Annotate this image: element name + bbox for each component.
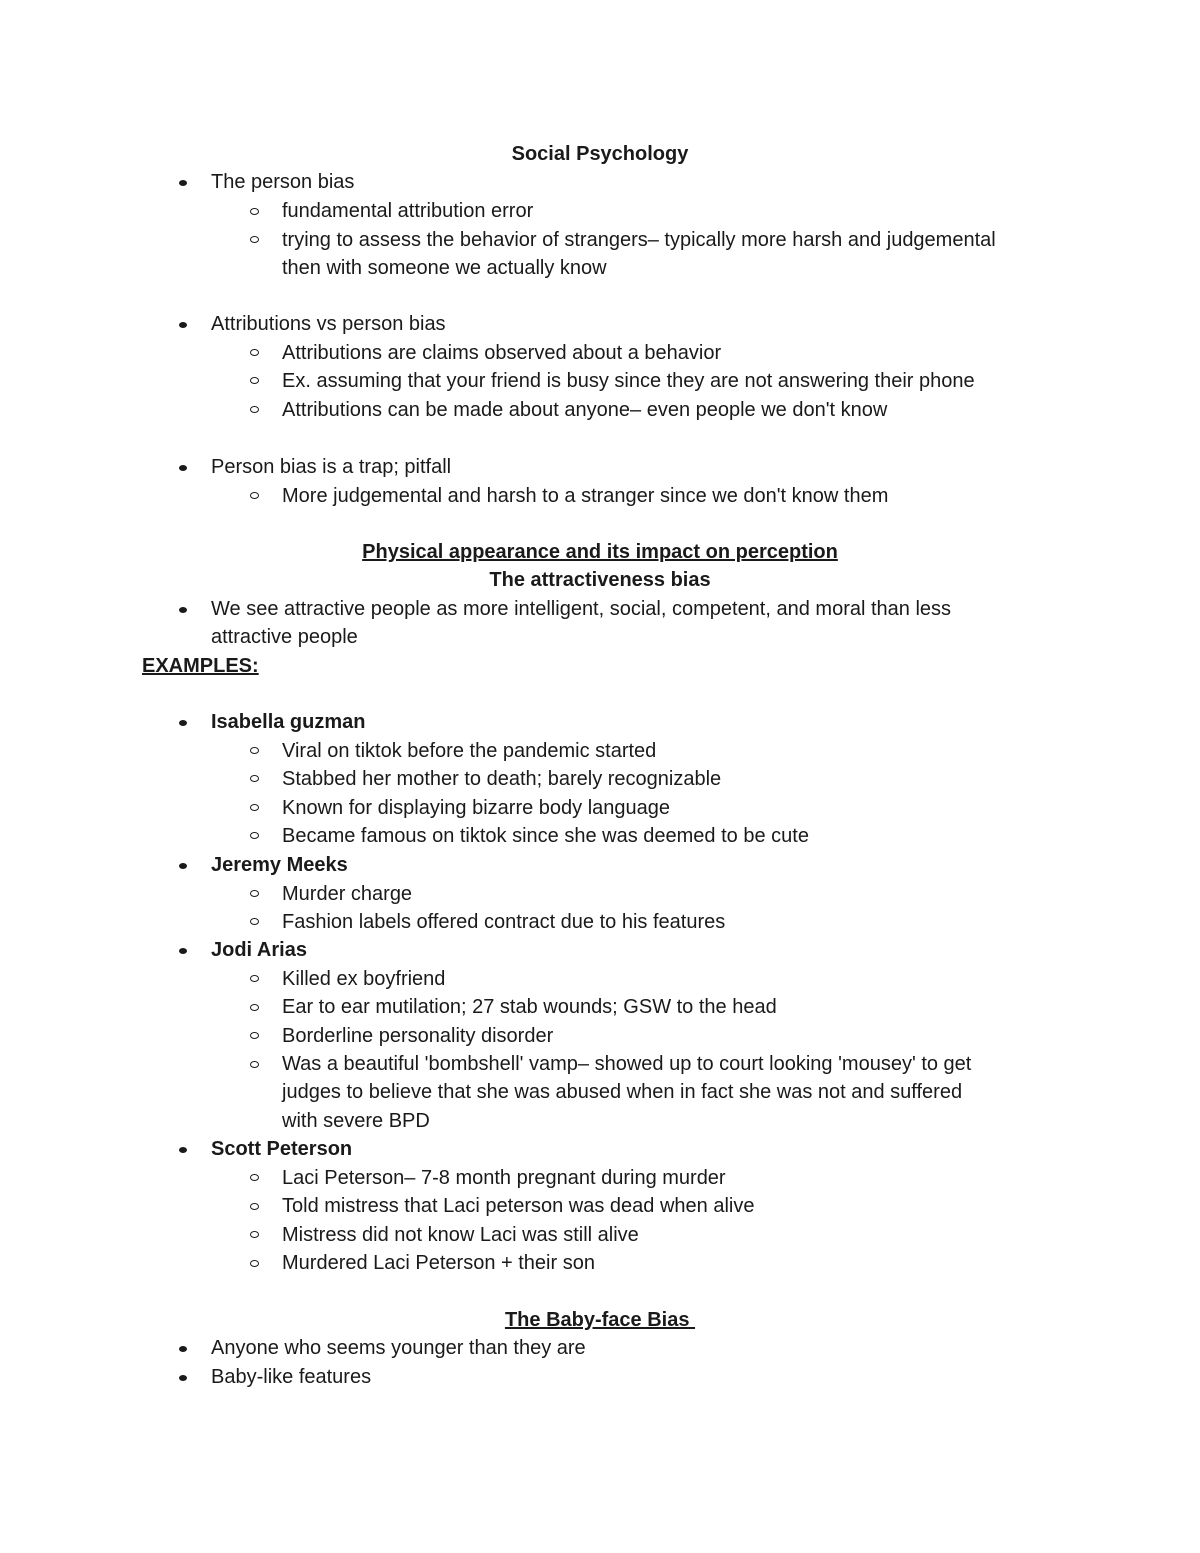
example-name: Isabella guzman: [211, 711, 366, 733]
list-item: Anyone who seems younger than they are: [211, 1337, 586, 1359]
circle-bullet-icon: [250, 918, 259, 925]
list-item: Became famous on tiktok since she was deemed to be cute: [282, 825, 809, 847]
circle-bullet-icon: [250, 1061, 259, 1068]
examples-label: EXAMPLES:: [142, 655, 259, 677]
list-item: Killed ex boyfriend: [282, 968, 446, 990]
circle-bullet-icon: [250, 747, 259, 754]
list-item: Attributions vs person bias: [211, 313, 446, 335]
list-item-continuation: with severe BPD: [282, 1110, 430, 1132]
circle-bullet-icon: [250, 1231, 259, 1238]
example-name: Scott Peterson: [211, 1138, 353, 1160]
list-item: Person bias is a trap; pitfall: [211, 456, 452, 478]
list-item: Viral on tiktok before the pandemic started: [282, 740, 657, 762]
circle-bullet-icon: [250, 1004, 259, 1011]
list-item: Attributions are claims observed about a behavior: [282, 342, 722, 364]
list-item: Known for displaying bizarre body language: [282, 797, 671, 819]
section-subheading: The attractiveness bias: [489, 569, 711, 591]
page-title: Social Psychology: [511, 143, 689, 165]
circle-bullet-icon: [250, 804, 259, 811]
circle-bullet-icon: [250, 406, 259, 413]
list-item: Fashion labels offered contract due to his features: [282, 911, 726, 933]
list-item: fundamental attribution error: [282, 200, 534, 222]
list-item: Ear to ear mutilation; 27 stab wounds; GSW to the head: [282, 996, 777, 1018]
circle-bullet-icon: [250, 377, 259, 384]
list-item: Attributions can be made about anyone– even people we don't know: [282, 399, 888, 421]
circle-bullet-icon: [250, 832, 259, 839]
bullet-icon: [179, 607, 187, 613]
list-item: Told mistress that Laci peterson was dead when alive: [282, 1195, 755, 1217]
example-name: Jeremy Meeks: [211, 854, 348, 876]
circle-bullet-icon: [250, 975, 259, 982]
example-name: Jodi Arias: [211, 939, 307, 961]
list-item-continuation: judges to believe that she was abused when in fact she was not and suffered: [282, 1081, 963, 1103]
bullet-icon: [179, 948, 187, 954]
section-heading: The Baby-face Bias: [504, 1309, 696, 1331]
bullet-icon: [179, 180, 187, 186]
bullet-icon: [179, 1375, 187, 1381]
bullet-icon: [179, 322, 187, 328]
list-item: Laci Peterson– 7-8 month pregnant during murder: [282, 1167, 726, 1189]
bullet-icon: [179, 1147, 187, 1153]
list-item: Was a beautiful 'bombshell' vamp– showed up to court looking 'mousey' to get: [282, 1053, 972, 1075]
circle-bullet-icon: [250, 775, 259, 782]
circle-bullet-icon: [250, 1174, 259, 1181]
bullet-icon: [179, 720, 187, 726]
list-item: Borderline personality disorder: [282, 1025, 554, 1047]
list-item-continuation: then with someone we actually know: [282, 257, 607, 279]
circle-bullet-icon: [250, 208, 259, 215]
circle-bullet-icon: [250, 492, 259, 499]
bullet-icon: [179, 465, 187, 471]
circle-bullet-icon: [250, 349, 259, 356]
list-item: Mistress did not know Laci was still alive: [282, 1224, 639, 1246]
circle-bullet-icon: [250, 1260, 259, 1267]
circle-bullet-icon: [250, 1203, 259, 1210]
section-heading: Physical appearance and its impact on perception: [362, 541, 838, 563]
list-item: We see attractive people as more intelligent, social, competent, and moral than less: [211, 598, 952, 620]
circle-bullet-icon: [250, 236, 259, 243]
list-item: Stabbed her mother to death; barely recognizable: [282, 768, 722, 790]
circle-bullet-icon: [250, 890, 259, 897]
bullet-icon: [179, 1346, 187, 1352]
list-item: The person bias: [211, 171, 355, 193]
list-item: Ex. assuming that your friend is busy since they are not answering their phone: [282, 370, 975, 392]
list-item: Baby-like features: [211, 1366, 372, 1388]
circle-bullet-icon: [250, 1032, 259, 1039]
list-item: Murdered Laci Peterson + their son: [282, 1252, 595, 1274]
list-item: Murder charge: [282, 883, 413, 905]
list-item-continuation: attractive people: [211, 626, 358, 648]
list-item: trying to assess the behavior of strangers– typically more harsh and judgemental: [282, 229, 996, 251]
bullet-icon: [179, 863, 187, 869]
list-item: More judgemental and harsh to a stranger since we don't know them: [282, 485, 889, 507]
